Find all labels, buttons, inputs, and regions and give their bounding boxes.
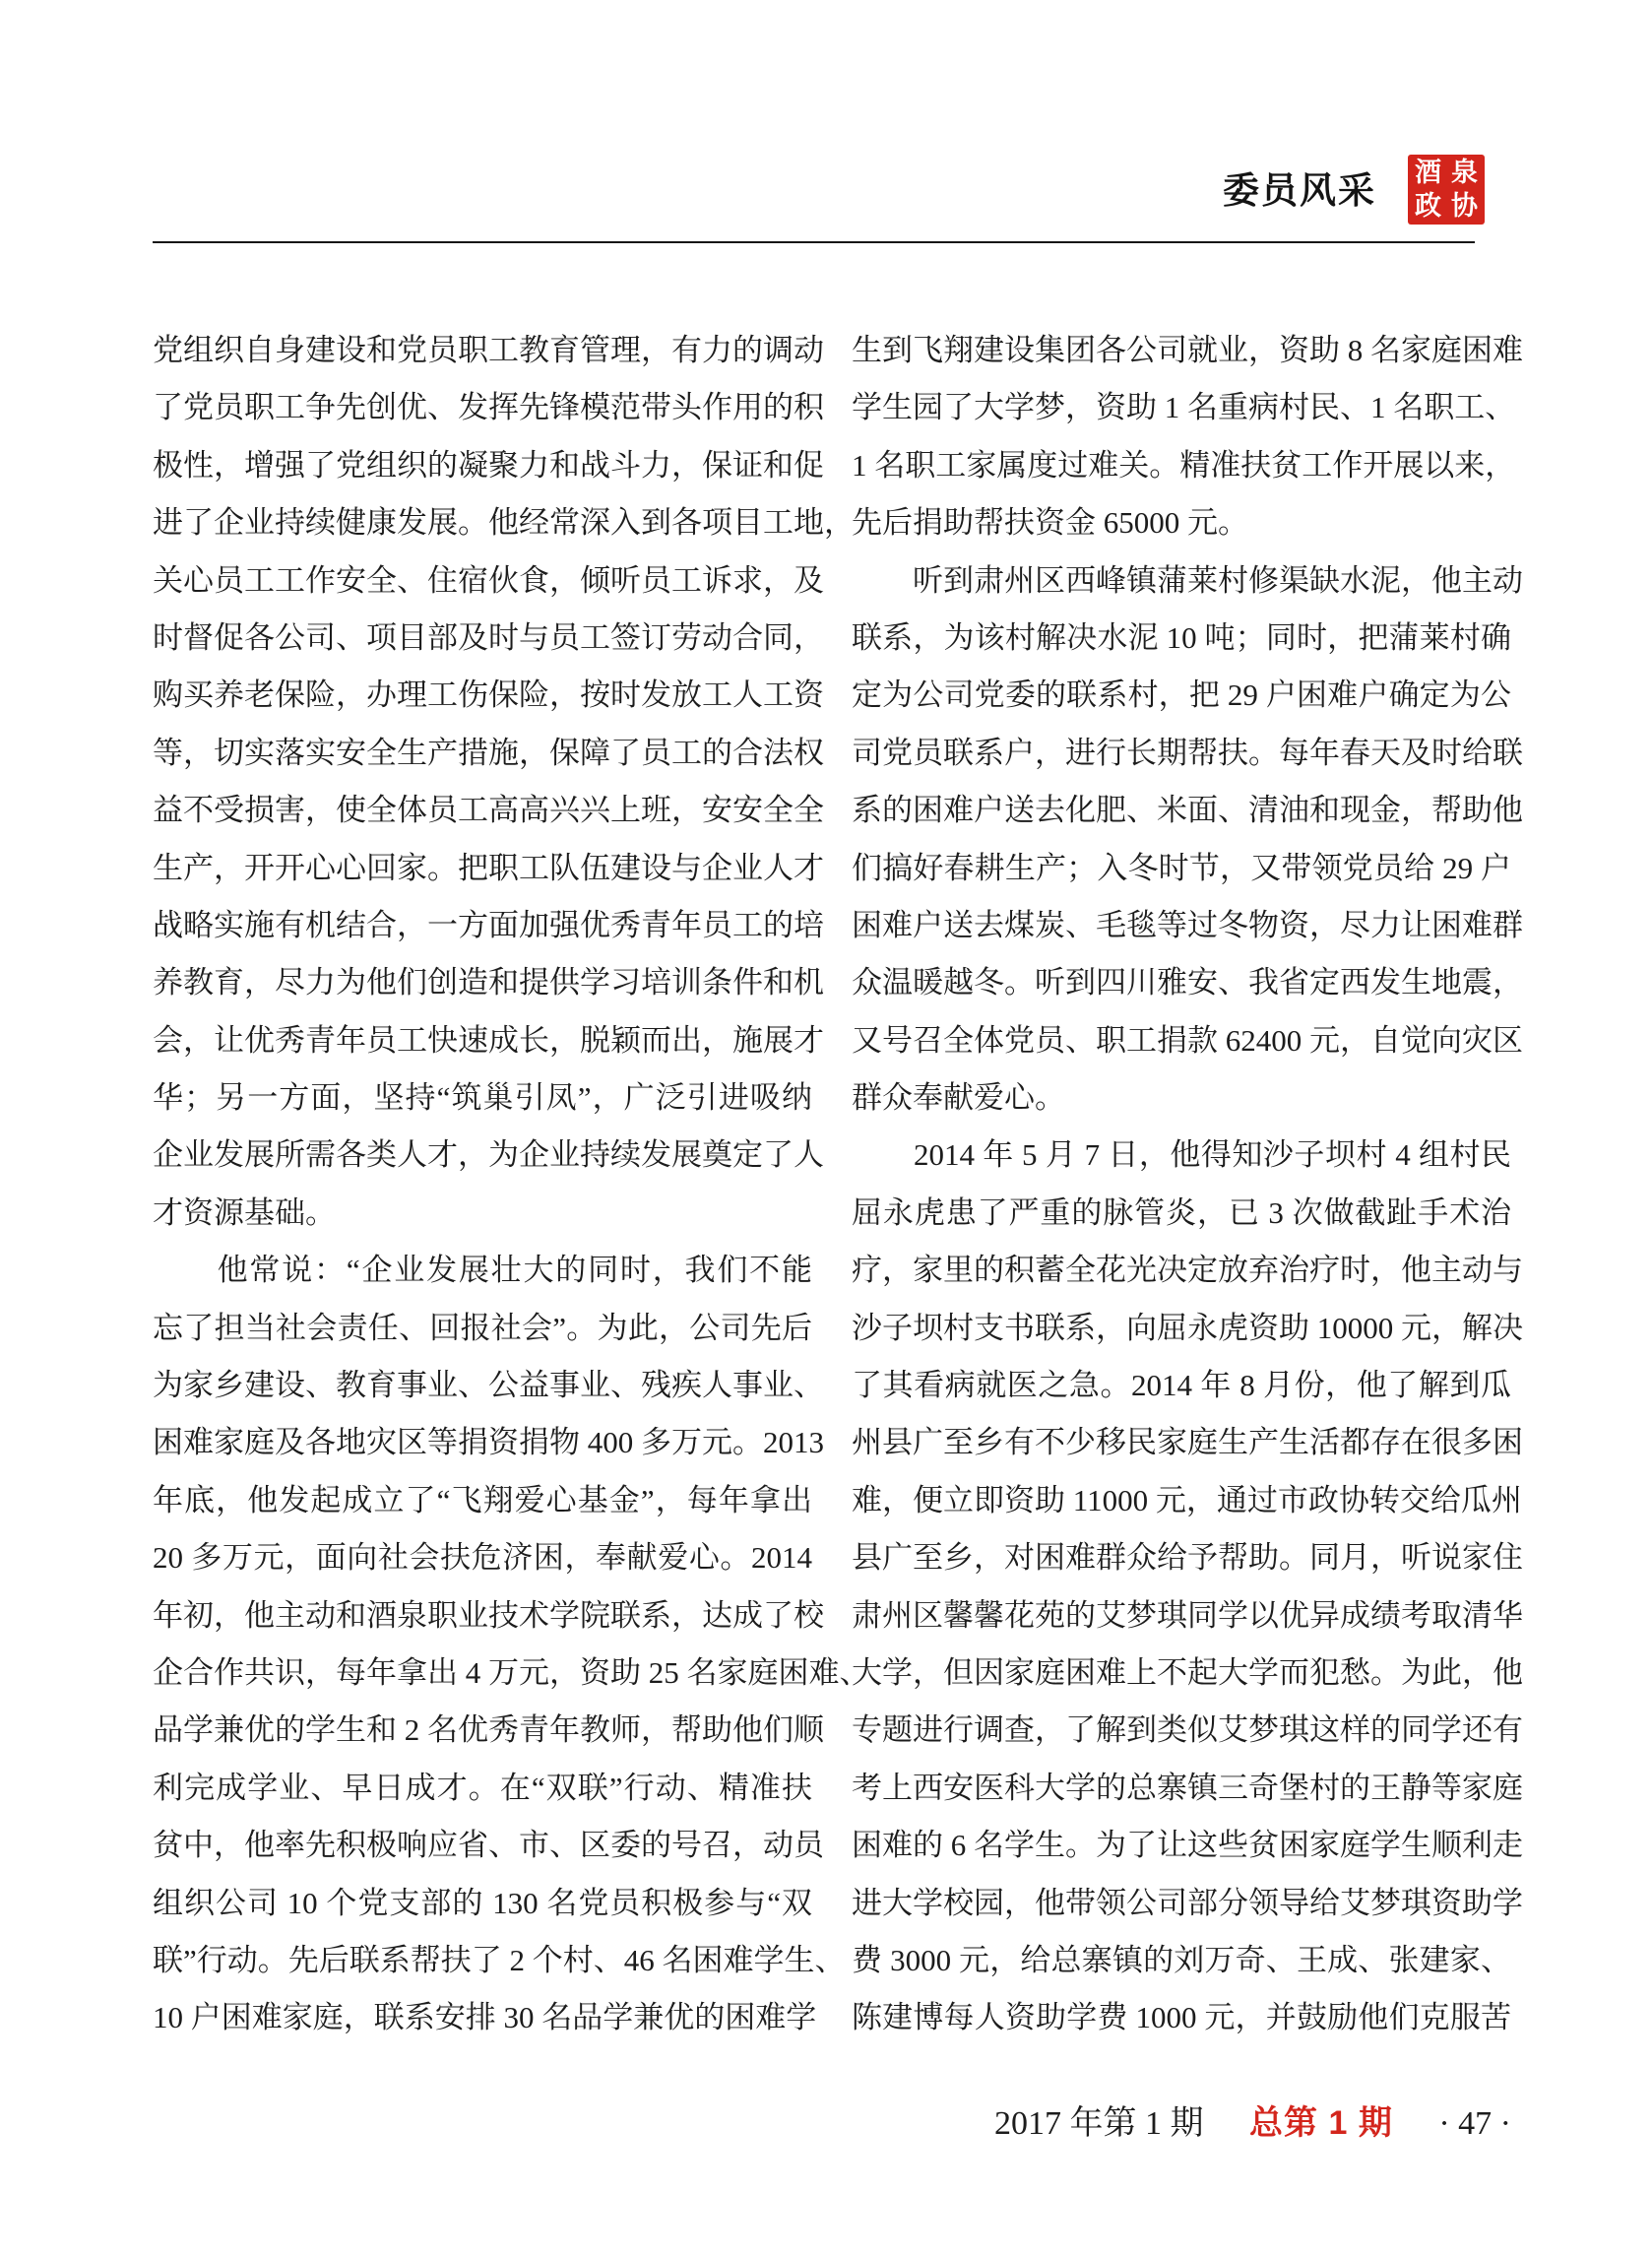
text-line: 了其看病就医之急。2014 年 8 月份，他了解到瓜 <box>852 1368 1511 1403</box>
text-line: 品学兼优的学生和 2 名优秀青年教师，帮助他们顺 <box>153 1712 824 1748</box>
text-line: 沙子坝村支书联系，向屈永虎资助 10000 元，解决 <box>852 1310 1523 1345</box>
footer-total-issue: 总第 1 期 <box>1249 2104 1393 2142</box>
seal-character: 酒 <box>1415 158 1441 188</box>
text-line: 养教育，尽力为他们创造和提供学习培训条件和机 <box>153 965 824 1000</box>
text-line: 年初，他主动和酒泉职业技术学院联系，达成了校 <box>153 1597 824 1633</box>
text-line: 企合作共识，每年拿出 4 万元，资助 25 名家庭困难、 <box>153 1654 870 1690</box>
seal-character: 泉 <box>1451 158 1478 188</box>
text-line: 才资源基础。 <box>153 1194 336 1230</box>
text-line: 极性，增强了党组织的凝聚力和战斗力，保证和促 <box>153 447 824 483</box>
text-line: 生到飞翔建设集团各公司就业，资助 8 名家庭困难 <box>852 333 1523 367</box>
text-line: 年底，他发起成立了“飞翔爱心基金”，每年拿出 <box>153 1482 812 1517</box>
text-line: 会，让优秀青年员工快速成长，脱颖而出，施展才 <box>153 1022 824 1058</box>
text-line: 益不受损害，使全体员工高高兴兴上班，安安全全 <box>153 793 824 828</box>
text-line: 了党员职工争先创优、发挥先锋模范带头作用的积 <box>153 390 824 425</box>
seal-character: 协 <box>1451 190 1478 221</box>
text-line: 陈建博每人资助学费 1000 元，并鼓励他们克服苦 <box>852 2000 1511 2035</box>
text-line: 先后捐助帮扶资金 65000 元。 <box>852 505 1248 541</box>
text-line: 肃州区馨馨花苑的艾梦琪同学以优异成绩考取清华 <box>852 1597 1523 1633</box>
text-line: 20 多万元，面向社会扶危济困，奉献爱心。2014 <box>153 1540 812 1576</box>
text-line: 大学，但因家庭困难上不起大学而犯愁。为此，他 <box>852 1654 1523 1690</box>
text-line: 进大学校园，他带领公司部分领导给艾梦琪资助学 <box>852 1885 1523 1920</box>
text-line: 司党员联系户，进行长期帮扶。每年春天及时给联 <box>852 735 1523 770</box>
text-line: 屈永虎患了严重的脉管炎，已 3 次做截趾手术治 <box>852 1194 1511 1230</box>
text-line: 华；另一方面，坚持“筑巢引凤”，广泛引进吸纳 <box>153 1080 812 1116</box>
text-line: 组织公司 10 个党支部的 130 名党员积极参与“双 <box>153 1885 812 1920</box>
text-line: 州县广至乡有不少移民家庭生产生活都存在很多困 <box>852 1425 1523 1460</box>
text-line: 等，切实落实安全生产措施，保障了员工的合法权 <box>153 735 824 770</box>
footer-page-number: · 47 · <box>1438 2105 1511 2142</box>
text-line: 困难的 6 名学生。为了让这些贫困家庭学生顺利走 <box>852 1828 1523 1863</box>
text-line: 他常说：“企业发展壮大的同时，我们不能 <box>153 1253 812 1288</box>
header-divider <box>153 241 1475 243</box>
page-footer <box>994 2100 1511 2147</box>
text-line: 疗，家里的积蓄全花光决定放弃治疗时，他主动与 <box>852 1253 1523 1288</box>
text-line: 联系，为该村解决水泥 10 吨；同时，把蒲莱村确 <box>852 619 1511 655</box>
text-line: 企业发展所需各类人才，为企业持续发展奠定了人 <box>153 1137 824 1173</box>
column-right <box>852 322 1523 2047</box>
text-line: 2014 年 5 月 7 日，他得知沙子坝村 4 组村民 <box>852 1137 1511 1173</box>
seal-character: 政 <box>1415 190 1441 221</box>
text-line: 定为公司党委的联系村，把 29 户困难户确定为公 <box>852 677 1511 713</box>
text-line: 又号召全体党员、职工捐款 62400 元，自觉向灾区 <box>852 1022 1523 1058</box>
text-line: 费 3000 元，给总寨镇的刘万奇、王成、张建家、 <box>852 1942 1511 1977</box>
column-left <box>153 322 870 2047</box>
text-line: 们搞好春耕生产；入冬时节，又带领党员给 29 户 <box>852 850 1511 885</box>
text-line: 联”行动。先后联系帮扶了 2 个村、46 名困难学生、 <box>153 1942 846 1977</box>
text-line: 听到肃州区西峰镇蒲莱村修渠缺水泥，他主动 <box>852 562 1523 598</box>
text-line: 困难户送去煤炭、毛毯等过冬物资，尽力让困难群 <box>852 907 1523 942</box>
text-line: 专题进行调查，了解到类似艾梦琪这样的同学还有 <box>852 1712 1523 1748</box>
text-line: 忘了担当社会责任、回报社会”。为此，公司先后 <box>153 1310 812 1345</box>
text-line: 众温暖越冬。听到四川雅安、我省定西发生地震， <box>852 965 1523 1000</box>
text-line: 关心员工工作安全、住宿伙食，倾听员工诉求，及 <box>153 562 824 598</box>
text-line: 群众奉献爱心。 <box>852 1080 1065 1116</box>
footer-issue: 2017 年第 1 期 <box>994 2105 1204 2142</box>
jiuquan-zhengxie-seal-icon <box>1408 155 1485 225</box>
text-line: 县广至乡，对困难群众给予帮助。同月，听说家住 <box>852 1540 1523 1576</box>
text-line: 时督促各公司、项目部及时与员工签订劳动合同， <box>153 619 824 655</box>
text-line: 难，便立即资助 11000 元，通过市政协转交给瓜州 <box>852 1482 1522 1517</box>
text-line: 困难家庭及各地灾区等捐资捐物 400 多万元。2013 <box>153 1425 824 1460</box>
section-title: 委员风采 <box>1223 170 1376 211</box>
text-line: 10 户困难家庭，联系安排 30 名品学兼优的困难学 <box>153 2000 817 2035</box>
text-line: 进了企业持续健康发展。他经常深入到各项目工地， <box>153 505 855 541</box>
text-line: 学生园了大学梦，资助 1 名重病村民、1 名职工、 <box>852 390 1516 425</box>
article-body <box>153 322 1523 2047</box>
text-line: 系的困难户送去化肥、米面、清油和现金，帮助他 <box>852 793 1523 828</box>
text-line: 贫中，他率先积极响应省、市、区委的号召，动员 <box>153 1828 824 1863</box>
text-line: 为家乡建设、教育事业、公益事业、残疾人事业、 <box>153 1368 824 1403</box>
text-line: 1 名职工家属度过难关。精准扶贫工作开展以来， <box>852 447 1516 483</box>
text-line: 利完成学业、早日成才。在“双联”行动、精准扶 <box>153 1770 812 1805</box>
text-line: 生产，开开心心回家。把职工队伍建设与企业人才 <box>153 850 824 885</box>
text-line: 战略实施有机结合，一方面加强优秀青年员工的培 <box>153 907 824 942</box>
text-line: 考上西安医科大学的总寨镇三奇堡村的王静等家庭 <box>852 1770 1523 1805</box>
text-line: 购买养老保险，办理工伤保险，按时发放工人工资 <box>153 677 824 713</box>
text-line: 党组织自身建设和党员职工教育管理，有力的调动 <box>153 333 824 367</box>
